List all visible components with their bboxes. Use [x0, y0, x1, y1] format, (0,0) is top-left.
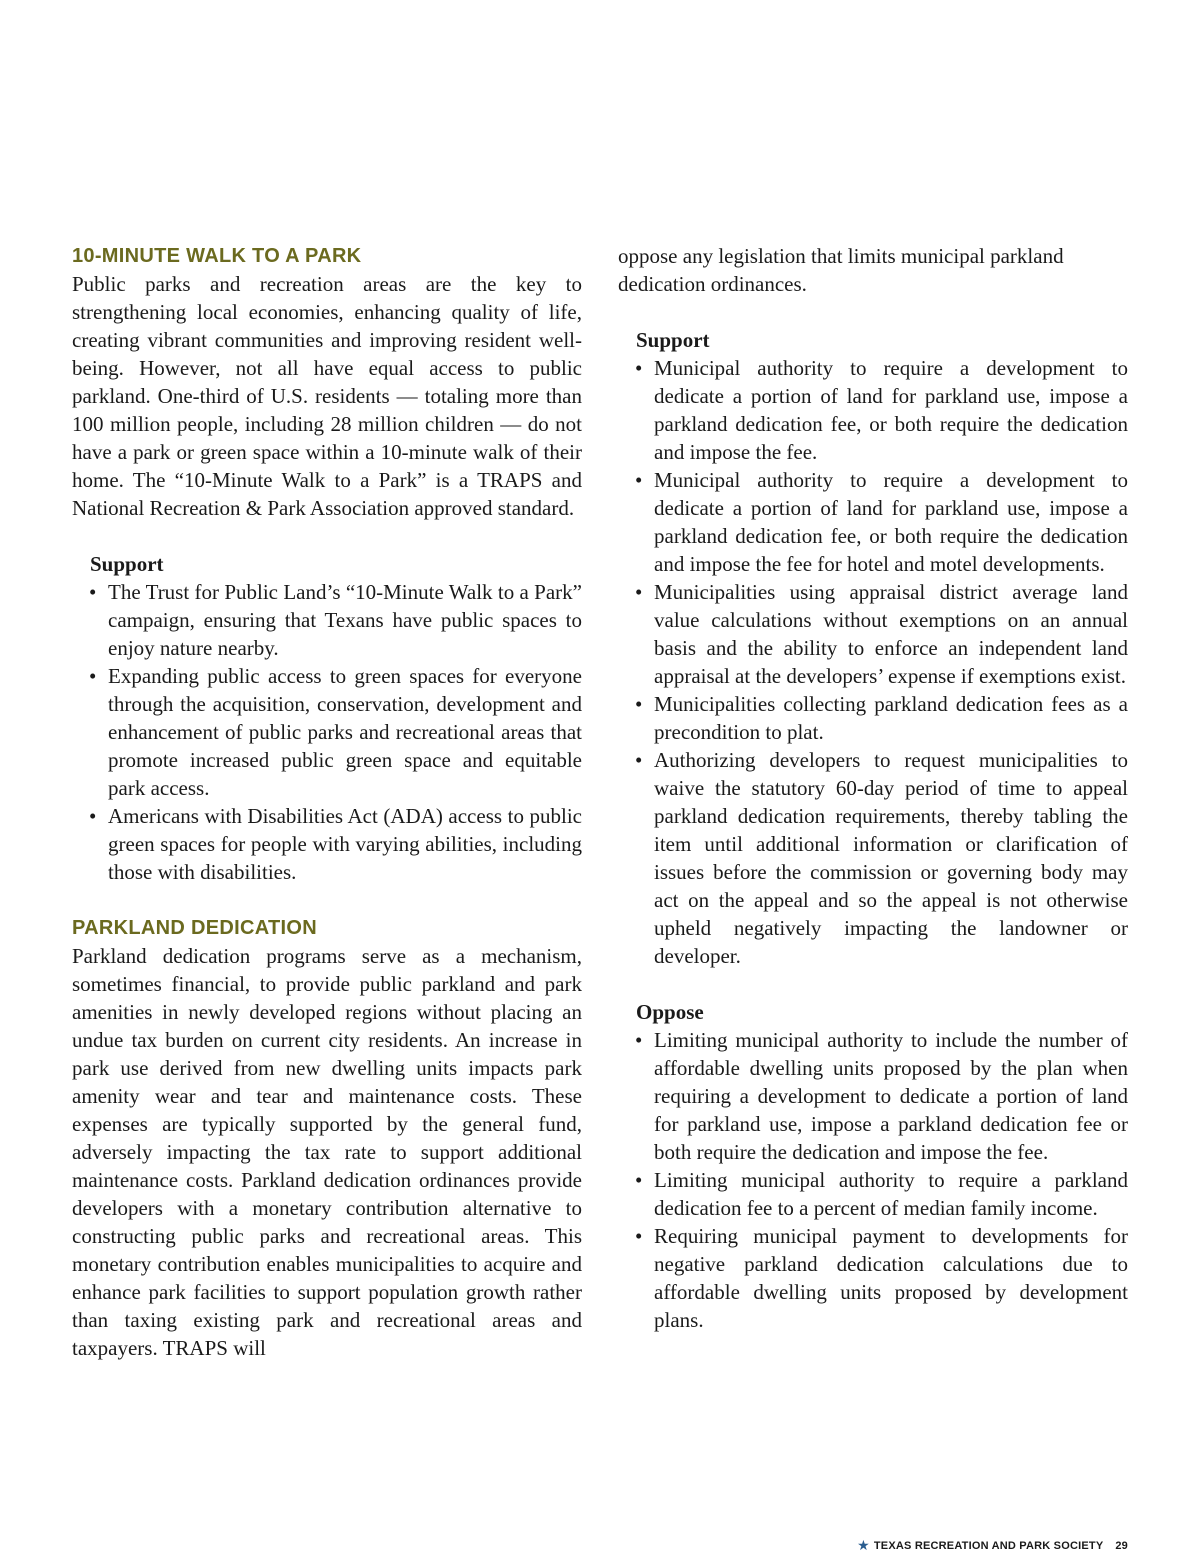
- support-list: [618, 354, 1128, 970]
- oppose-label: Oppose: [636, 1000, 704, 1024]
- section-body-continued: oppose any legislation that limits municipal parkland dedication ordinances.: [618, 244, 1064, 296]
- list-item: • Limiting municipal authority to include the number of affordable dwelling units proposed by the plan when requiring a development to dedicate a portion of land for parkland use, impose a parkland dedication fee or both require the dedication and impose the fee.: [654, 1026, 1128, 1166]
- support-label: Support: [636, 328, 710, 352]
- section-body-parkland-dedication: Parkland dedication programs serve as a mechanism, sometimes financial, to provide public parkland and park amenities in newly developed regions without placing an undue tax burden on current city residents. An increase in park use derived from new dwelling units impacts park amenity wear and tear and maintenance costs. These expenses are typically supported by the general fund, adversely impacting the tax rate to support additional maintenance costs. Parkland dedication ordinances provide developers with a monetary contribution alternative to constructing public parks and recreational areas. This monetary contribution enables municipalities to acquire and enhance park facilities to support population growth rather than taxing existing park and recreational areas and taxpayers. TRAPS will: [72, 944, 582, 1360]
- list-item: • Municipalities using appraisal district average land value calculations without exemptions on an annual basis and the ability to enforce an independent land appraisal at the developers’ expense if exemptions exist.: [654, 578, 1128, 690]
- section-heading-parkland-dedication: PARKLAND DEDICATION: [72, 917, 317, 939]
- list-item: • Municipalities collecting parkland dedication fees as a precondition to plat.: [654, 690, 1128, 746]
- support-label: Support: [90, 552, 164, 576]
- list-item: • Authorizing developers to request municipalities to waive the statutory 60-day period of time to appeal parkland dedication requirements, thereby tabling the item until additional information or clarification of issues before the commission or governing body may act on the appeal and so the appeal is not otherwise upheld negatively impacting the landowner or developer.: [654, 746, 1128, 970]
- section-heading-10-minute-walk: 10-MINUTE WALK TO A PARK: [72, 245, 362, 267]
- left-column: [72, 242, 582, 1362]
- right-column: [618, 242, 1128, 1334]
- support-list: [72, 578, 582, 886]
- section-body-10-minute-walk: Public parks and recreation areas are the key to strengthening local economies, enhancing quality of life, creating vibrant communities and improving resident well-being. However, not all have equal access to public parkland. One-third of U.S. residents — totaling more than 100 million people, including 28 million children — do not have a park or green space within a 10-minute walk of their home. The “10-Minute Walk to a Park” is a TRAPS and National Recreation & Park Association approved standard.: [72, 272, 582, 520]
- page-footer: [857, 1537, 1128, 1554]
- list-item: • Americans with Disabilities Act (ADA) access to public green spaces for people with varying abilities, including those with disabilities.: [108, 802, 582, 886]
- list-item: • Municipal authority to require a development to dedicate a portion of land for parkland use, impose a parkland dedication fee, or both require the dedication and impose the fee for hotel and motel developments.: [654, 466, 1128, 578]
- list-item: • Expanding public access to green spaces for everyone through the acquisition, conservation, development and enhancement of public parks and recreational areas that promote increased public green space and equitable park access.: [108, 662, 582, 802]
- list-item: • Requiring municipal payment to developments for negative parkland dedication calculations due to affordable dwelling units proposed by development plans.: [654, 1222, 1128, 1334]
- list-item: • Limiting municipal authority to require a parkland dedication fee to a percent of median family income.: [654, 1166, 1128, 1222]
- footer-org-name: TEXAS RECREATION AND PARK SOCIETY: [873, 1539, 1104, 1552]
- list-item: • The Trust for Public Land’s “10-Minute Walk to a Park” campaign, ensuring that Texans have public spaces to enjoy nature nearby.: [108, 578, 582, 662]
- list-item: • Municipal authority to require a development to dedicate a portion of land for parkland use, impose a parkland dedication fee, or both require the dedication and impose the fee.: [654, 354, 1128, 466]
- star-icon: ★: [857, 1537, 870, 1553]
- oppose-list: [618, 1026, 1128, 1334]
- page-number: 29: [1115, 1539, 1128, 1552]
